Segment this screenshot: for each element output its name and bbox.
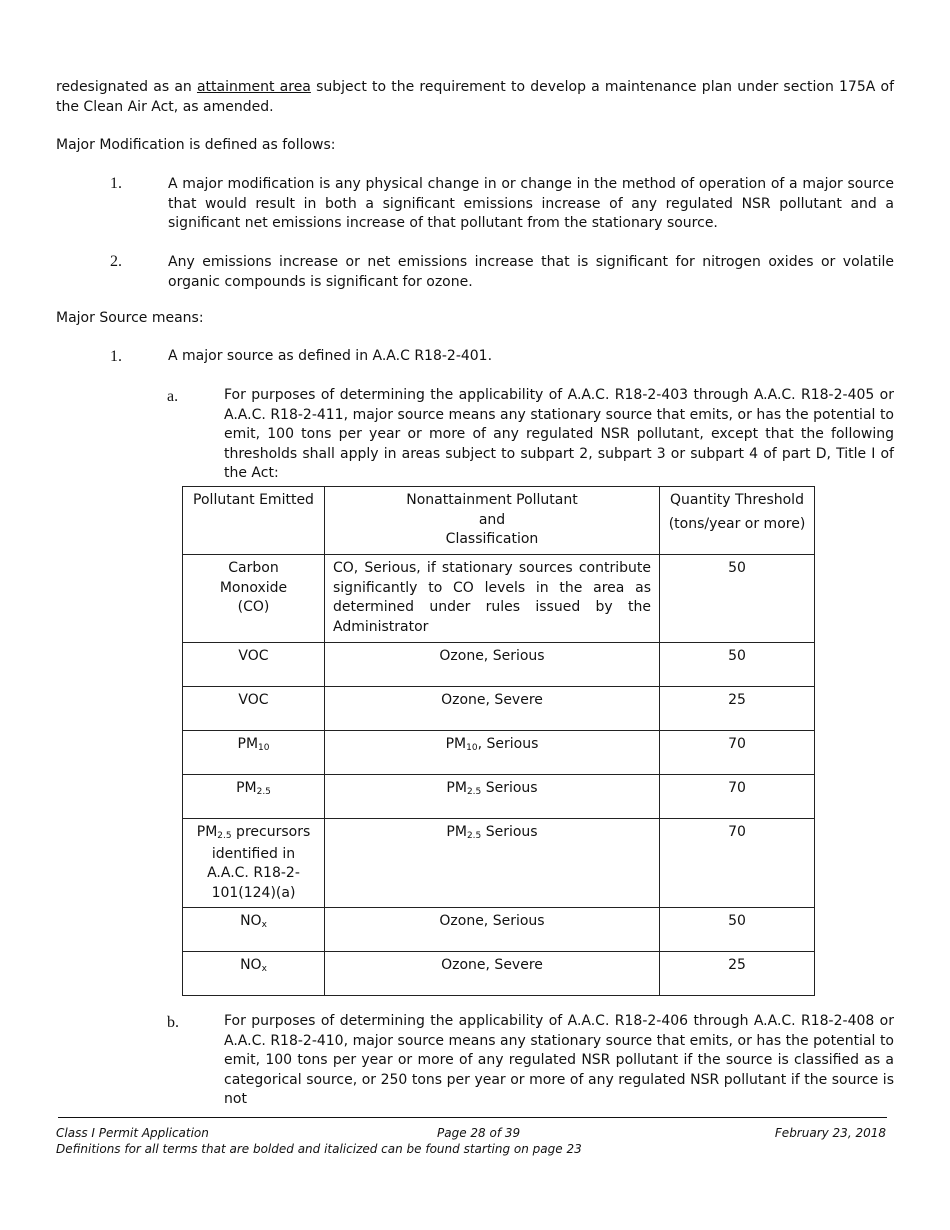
footer-date: February 23, 2018 [774,1126,886,1140]
header-classification: Nonattainment Pollutant and Classification [325,487,660,555]
table-row [183,775,815,819]
table-row [183,908,815,952]
pollutant-cell: Carbon Monoxide (CO) [183,555,325,643]
threshold-cell: 70 [660,775,815,819]
ms-sub-a-text: For purposes of determining the applicability of A.A.C. R18-2-403 through A.A.C. R18-2-405 or A.A.C. R18-2-411, major source means any stationary source that emits, or has the potential to emit, 100 tons per year or more of any regulated NSR pollutant, except that the following thresholds shall apply in areas subject to subpart 2, subpart 3 or subpart 4 of part D, Title I of the Act: [224,387,894,481]
threshold-cell: 25 [660,952,815,996]
threshold-cell: 70 [660,731,815,775]
major-source-heading: Major Source means: [56,310,204,326]
intro-post: subject to the requirement to develop a maintenance plan under section 175A of the Clean Air Act, as amended. [56,79,894,115]
threshold-cell: 50 [660,908,815,952]
pollutant-cell: $NO_x$ [183,952,325,996]
pollutant-cell: $PM_{2.5}$ [183,775,325,819]
intro-paragraph [56,78,894,117]
table-row [183,687,815,731]
header-quantity-threshold: Quantity Threshold (tons/year or more) [660,487,815,555]
table-row [183,952,815,996]
ms-item-1-number: 1. [110,348,122,365]
threshold-cell: 70 [660,819,815,908]
ms-sub-b-letter: b. [167,1014,179,1031]
mm-item-1-number: 1. [110,175,122,192]
pollutant-cell: $PM_{10}$ [183,731,325,775]
footer-left: Class I Permit Application [56,1126,209,1140]
table-row [183,819,815,908]
mm-item-1-text: A major modification is any physical change in or change in the method of operation of a major source that would result in both a significant emissions increase of any regulated NSR pollutant and a significant net emissions increase of that pollutant from the stationary source. [168,176,894,231]
pollutant-cell: VOC [183,687,325,731]
table-row [183,731,815,775]
classification-cell: $PM_{2.5}$ Serious [325,819,660,908]
classification-cell: CO, Serious, if stationary sources contribute significantly to CO levels in the area as determined under rules issued by the Administrator [325,555,660,643]
attainment-area-link[interactable]: attainment area [196,79,311,95]
table-row [183,643,815,687]
footer-note: Definitions for all terms that are bolded and italicized can be found starting on page 23 [56,1142,582,1156]
classification-cell: $PM_{2.5}$ Serious [325,775,660,819]
classification-cell: $PM_{10}$, Serious [325,731,660,775]
footer-page-number: Page 28 of 39 [437,1126,521,1140]
threshold-cell: 50 [660,555,815,643]
ms-sub-b-text: For purposes of determining the applicability of A.A.C. R18-2-406 through A.A.C. R18-2-408 or A.A.C. R18-2-410, major source means any stationary source that emits, or has the potential to emit, 100 tons per year or more of any regulated NSR pollutant if the source is classified as a categorical source, or 250 tons per year or more of any regulated NSR pollutant if the source is not [224,1013,894,1107]
mm-item-2-number: 2. [110,253,122,270]
header-pollutant-emitted: Pollutant Emitted [183,487,325,555]
ms-sub-a-letter: a. [167,388,179,405]
intro-pre: redesignated as an [56,79,197,95]
threshold-table [182,486,815,996]
classification-cell: Ozone, Severe [325,687,660,731]
footer-rule [58,1117,887,1118]
major-modification-heading: Major Modification is defined as follows: [56,137,336,153]
mm-item-2-text: Any emissions increase or net emissions increase that is significant for nitrogen oxides or volatile organic compounds is significant for ozone. [168,254,894,290]
pollutant-cell: VOC [183,643,325,687]
classification-cell: Ozone, Severe [325,952,660,996]
ms-item-1-text: A major source as defined in A.A.C R18-2-401. [168,348,493,364]
classification-cell: Ozone, Serious [325,908,660,952]
table-row [183,555,815,643]
pollutant-cell: $PM_{2.5}$ precursors identified in A.A.C. R18-2-101(124)(a) [183,819,325,908]
pollutant-cell: $NO_x$ [183,908,325,952]
classification-cell: Ozone, Serious [325,643,660,687]
threshold-cell: 25 [660,687,815,731]
threshold-cell: 50 [660,643,815,687]
table-header-row [183,487,815,555]
